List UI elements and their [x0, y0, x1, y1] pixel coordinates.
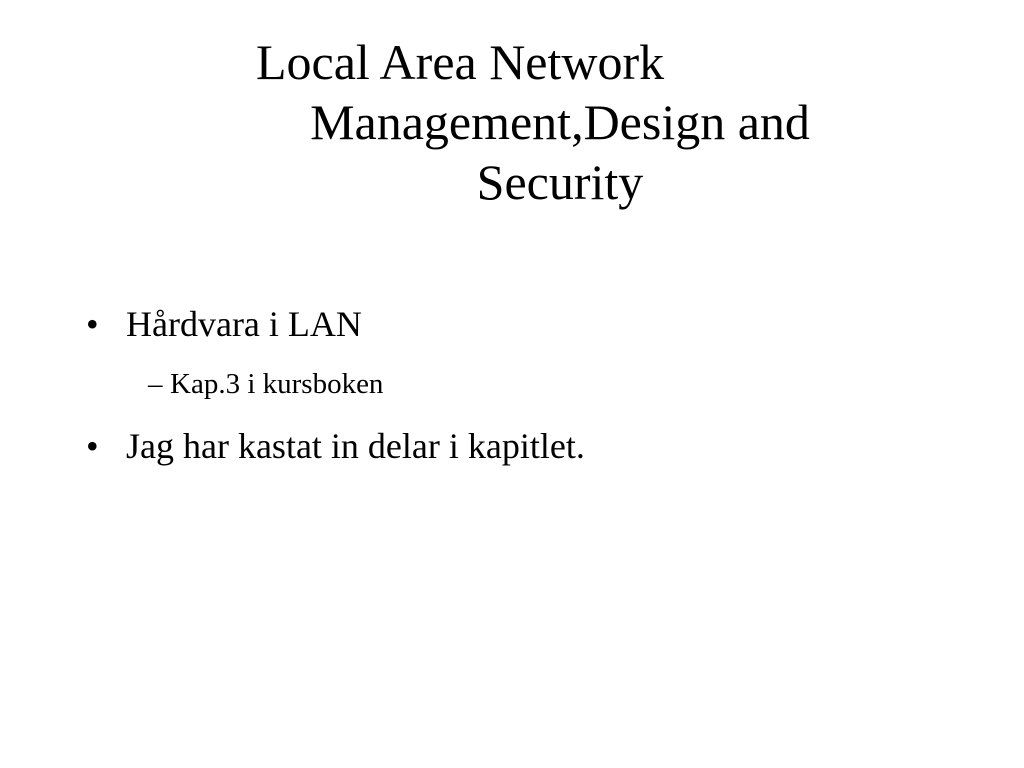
bullet-text: Hårdvara i LAN [126, 304, 362, 344]
bullet-item-hardware [86, 302, 966, 346]
title-line-3: Security [476, 154, 644, 210]
slide-title [230, 32, 890, 212]
bullet-item-parts [86, 424, 966, 468]
title-line-1: Local Area Network [256, 34, 665, 90]
sub-bullet-item-chapter [86, 366, 966, 402]
bullet-marker: • [86, 304, 99, 344]
slide-content [86, 302, 966, 468]
title-line-2: Management,Design and [310, 94, 810, 150]
sub-bullet-marker: – [148, 368, 163, 400]
bullet-text: Jag har kastat in delar i kapitlet. [126, 426, 585, 466]
sub-bullet-text: Kap.3 i kursboken [170, 368, 384, 400]
bullet-marker: • [86, 426, 99, 466]
